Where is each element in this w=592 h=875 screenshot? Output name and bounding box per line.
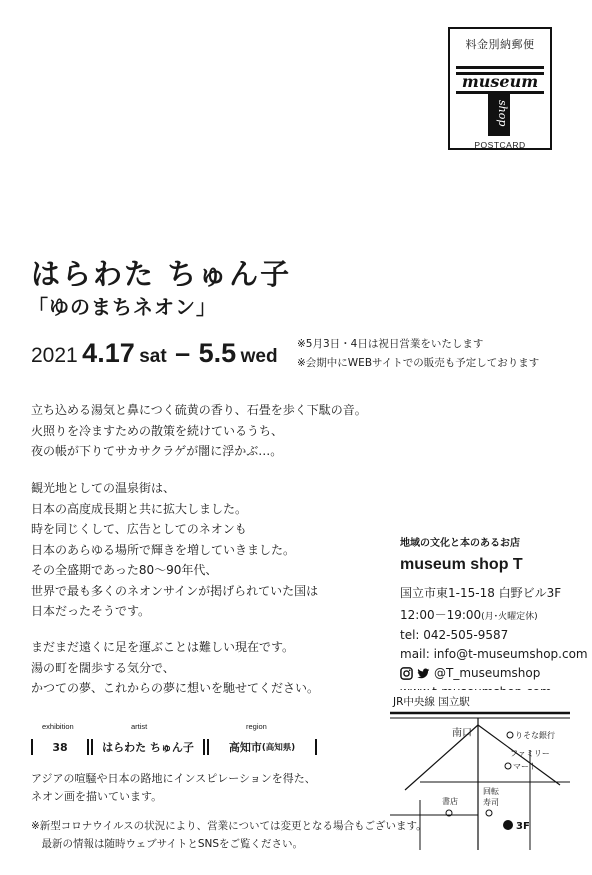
- text-line: 観光地としての温泉街は、: [31, 481, 176, 495]
- exhibition-table: [31, 722, 316, 760]
- south-exit-label: 南口: [452, 728, 472, 739]
- date-dash: –: [175, 338, 191, 368]
- exhibition-title: 「ゆのまちネオン」: [28, 295, 217, 319]
- date-note: ※5月3日・4日は祝日営業をいたします: [297, 338, 484, 350]
- date-end: 5.5: [198, 338, 237, 368]
- shop-name: museum shop T: [400, 556, 523, 573]
- date-end-day: wed: [240, 346, 278, 367]
- text-line: 日本だったそうです。: [31, 604, 151, 618]
- text-line: 火照りを冷ますための散策を続けているうち、: [31, 423, 284, 438]
- family-mart-label-2: マート: [513, 762, 537, 771]
- station-label: JR中央線 国立駅: [393, 696, 470, 708]
- exhibition-number: 38: [31, 739, 89, 755]
- exhibition-dates: [31, 338, 278, 369]
- shop-tagline: 地域の文化と本のあるお店: [400, 538, 520, 549]
- text-line: 立ち込める湯気と鼻につく硫黄の香り、石畳を歩く下駄の音。: [31, 403, 367, 417]
- text-line: かつての夢、これからの夢に想いを馳せてください。: [31, 681, 320, 695]
- text-line: 日本の高度成長期と共に拡大しました。: [31, 501, 248, 516]
- artist-name-heading: はらわた ちゅん子: [31, 257, 292, 291]
- date-start-day: sat: [139, 346, 167, 367]
- text-line: ※新型コロナウイルスの状況により、営業については変更となる場合もございます。: [31, 820, 427, 832]
- region-cell: [207, 739, 317, 755]
- shop-phone[interactable]: tel: 042-505-9587: [400, 628, 509, 642]
- shop-social: [400, 666, 588, 680]
- history-paragraph: [31, 478, 318, 622]
- text-line: 夜の帳が下りてサカサクラゲが闇に浮かぶ…。: [31, 444, 283, 458]
- intro-paragraph: [31, 400, 367, 462]
- shop-info: [400, 534, 588, 699]
- exhibition-column-label: exhibition: [42, 722, 74, 731]
- closing-paragraph: [31, 637, 319, 699]
- sushi-label-1: 回転: [483, 787, 499, 796]
- date-year: 2021: [31, 344, 78, 367]
- shop-email[interactable]: mail: info@t-museumshop.com: [400, 647, 588, 661]
- postcard-label: POSTCARD: [474, 140, 526, 150]
- text-line: 時を同じくして、広告としてのネオンも: [31, 522, 247, 536]
- sushi-label-2: 寿司: [483, 798, 499, 807]
- logo-word: museum: [461, 72, 539, 91]
- postage-stamp-box: [448, 27, 552, 150]
- date-start: 4.17: [82, 338, 135, 368]
- shop-hours: [400, 606, 588, 623]
- logo-vertical-word: shop: [496, 100, 509, 127]
- text-line: 最新の情報は随時ウェブサイトとSNSをご覧ください。: [31, 838, 304, 850]
- text-line: 日本のあらゆる場所で輝きを増していきました。: [31, 542, 296, 557]
- artist-description: [31, 770, 316, 806]
- bookstore-label: 書店: [442, 797, 458, 806]
- region-prefecture: (高知県): [261, 743, 296, 753]
- shop-floor-label: 3F: [516, 821, 530, 832]
- artist-column-label: artist: [131, 722, 148, 731]
- text-line: 湯の町を闊歩する気分で、: [31, 660, 175, 675]
- hours-text: 12:00－19:00: [400, 608, 482, 622]
- shop-location-marker: [503, 820, 513, 830]
- family-mart-label-1: ファミリー: [510, 749, 550, 758]
- region-column-label: region: [246, 722, 267, 731]
- twitter-icon[interactable]: [417, 667, 430, 680]
- social-handle[interactable]: @T_museumshop: [434, 666, 541, 680]
- text-line: 世界で最も多くのネオンサインが掲げられていた国は: [31, 583, 319, 598]
- hours-note: (月･火曜定休): [481, 612, 538, 622]
- shop-address: 国立市東1-15-18 白野ビル3F: [400, 586, 562, 600]
- bank-label: りそな銀行: [515, 731, 555, 740]
- text-line: アジアの喧騒や日本の路地にインスピレーションを得た、: [31, 772, 316, 785]
- text-line: まだまだ遠くに足を運ぶことは難しい現在です。: [31, 640, 295, 654]
- region-city: 高知市: [228, 741, 262, 754]
- text-line: その全盛期であった80〜90年代、: [31, 563, 218, 577]
- covid-notice: [31, 817, 427, 853]
- date-note: ※会期中にWEBサイトでの販売も予定しております: [297, 357, 540, 369]
- postage-paid-label: 料金別納郵便: [465, 38, 535, 51]
- museum-shop-t-logo: [456, 64, 544, 136]
- date-notes: [297, 335, 539, 373]
- artist-cell: はらわた ちゅん子: [91, 739, 205, 755]
- text-line: ネオン画を描いています。: [31, 790, 163, 803]
- instagram-icon[interactable]: [400, 667, 413, 680]
